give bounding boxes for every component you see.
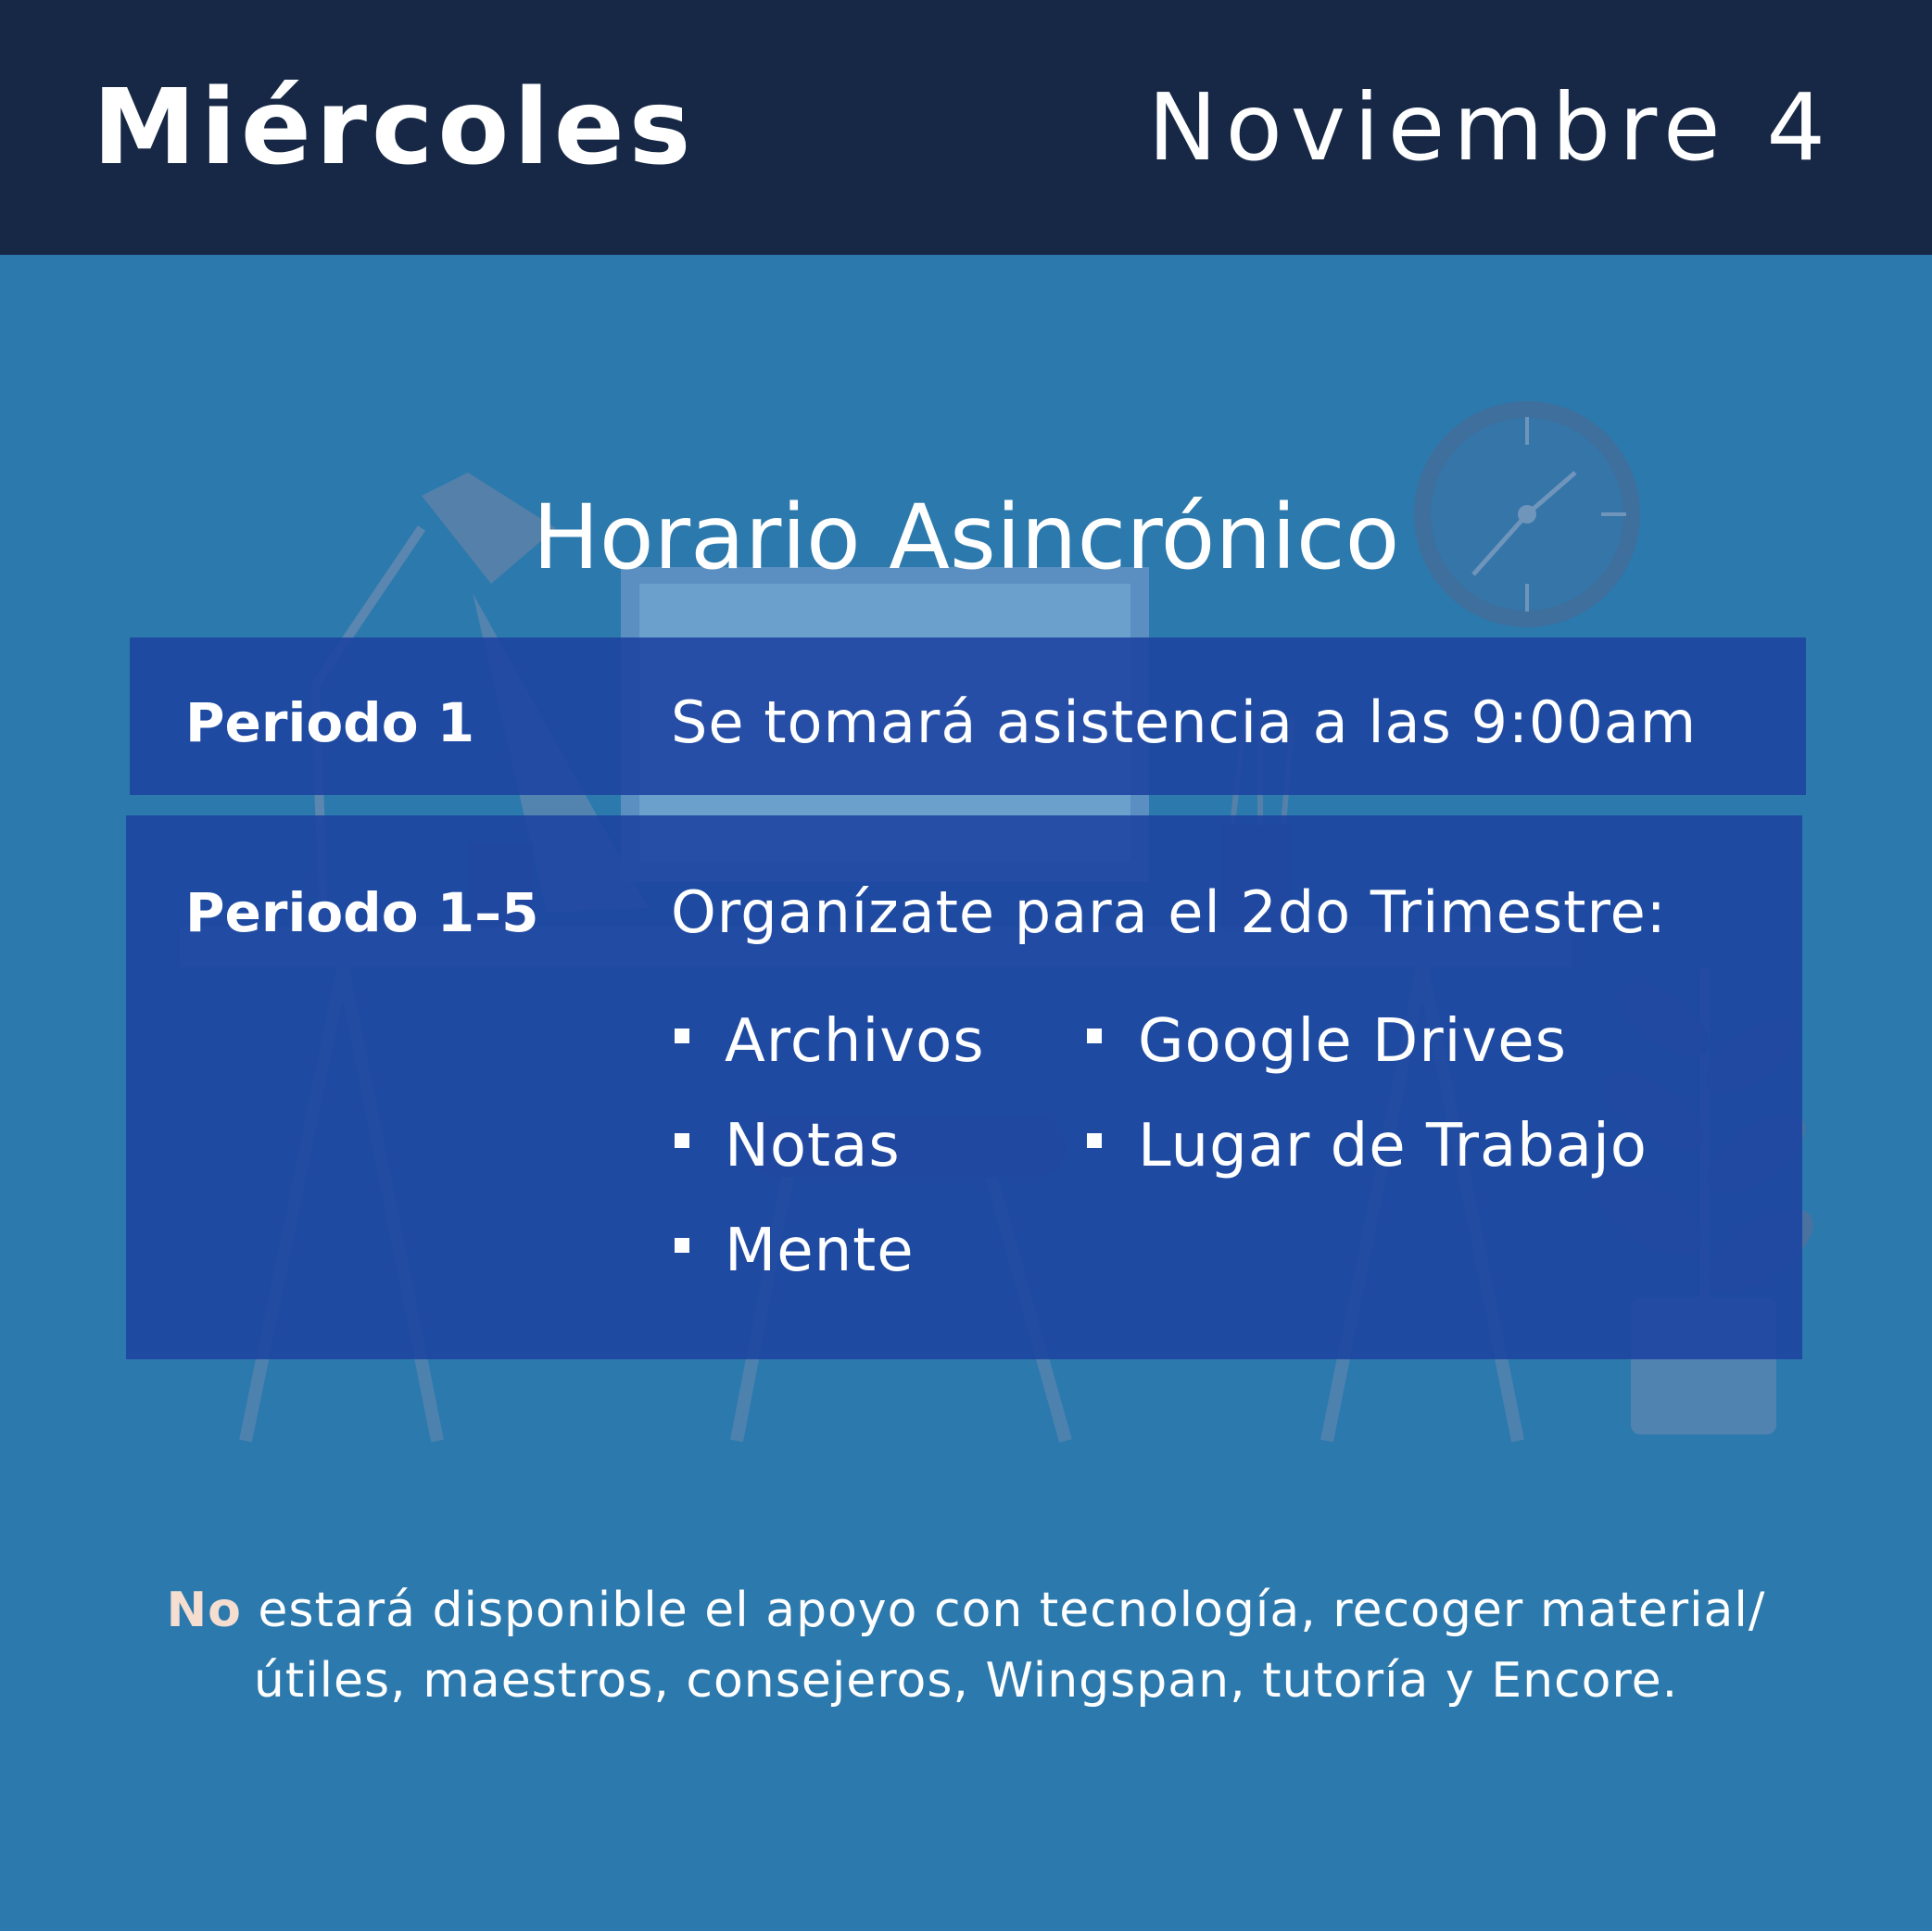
- footer-text: estará disponible el apoyo con tecnología, recoger material/útiles, maestros, consejeros, Wingspan, tutoría y Encore.: [241, 1583, 1766, 1709]
- period-description: Se tomará asistencia a las 9:00am: [671, 688, 1698, 756]
- list-item: Mente: [725, 1217, 915, 1285]
- list-item: Archivos: [725, 1007, 985, 1076]
- date-heading: Noviembre 4: [1147, 73, 1834, 182]
- footer-emphasis: No: [166, 1583, 242, 1638]
- period-description: Organízate para el 2do Trimestre:: [671, 878, 1667, 946]
- bullet-square-icon: [675, 1133, 689, 1148]
- schedule-title: Horario Asincrónico: [532, 486, 1400, 589]
- list-item: Lugar de Trabajo: [1138, 1112, 1648, 1180]
- list-item: Google Drives: [1138, 1007, 1567, 1076]
- day-heading: Miércoles: [93, 68, 696, 188]
- bullet-square-icon: [675, 1238, 689, 1253]
- bullet-square-icon: [1087, 1133, 1102, 1148]
- period-label: Periodo 1: [185, 691, 475, 754]
- list-item: Notas: [725, 1112, 901, 1180]
- bullet-square-icon: [1087, 1029, 1102, 1043]
- period-label: Periodo 1–5: [185, 881, 539, 944]
- bullet-square-icon: [675, 1029, 689, 1043]
- footer-notice: [148, 1575, 1784, 1716]
